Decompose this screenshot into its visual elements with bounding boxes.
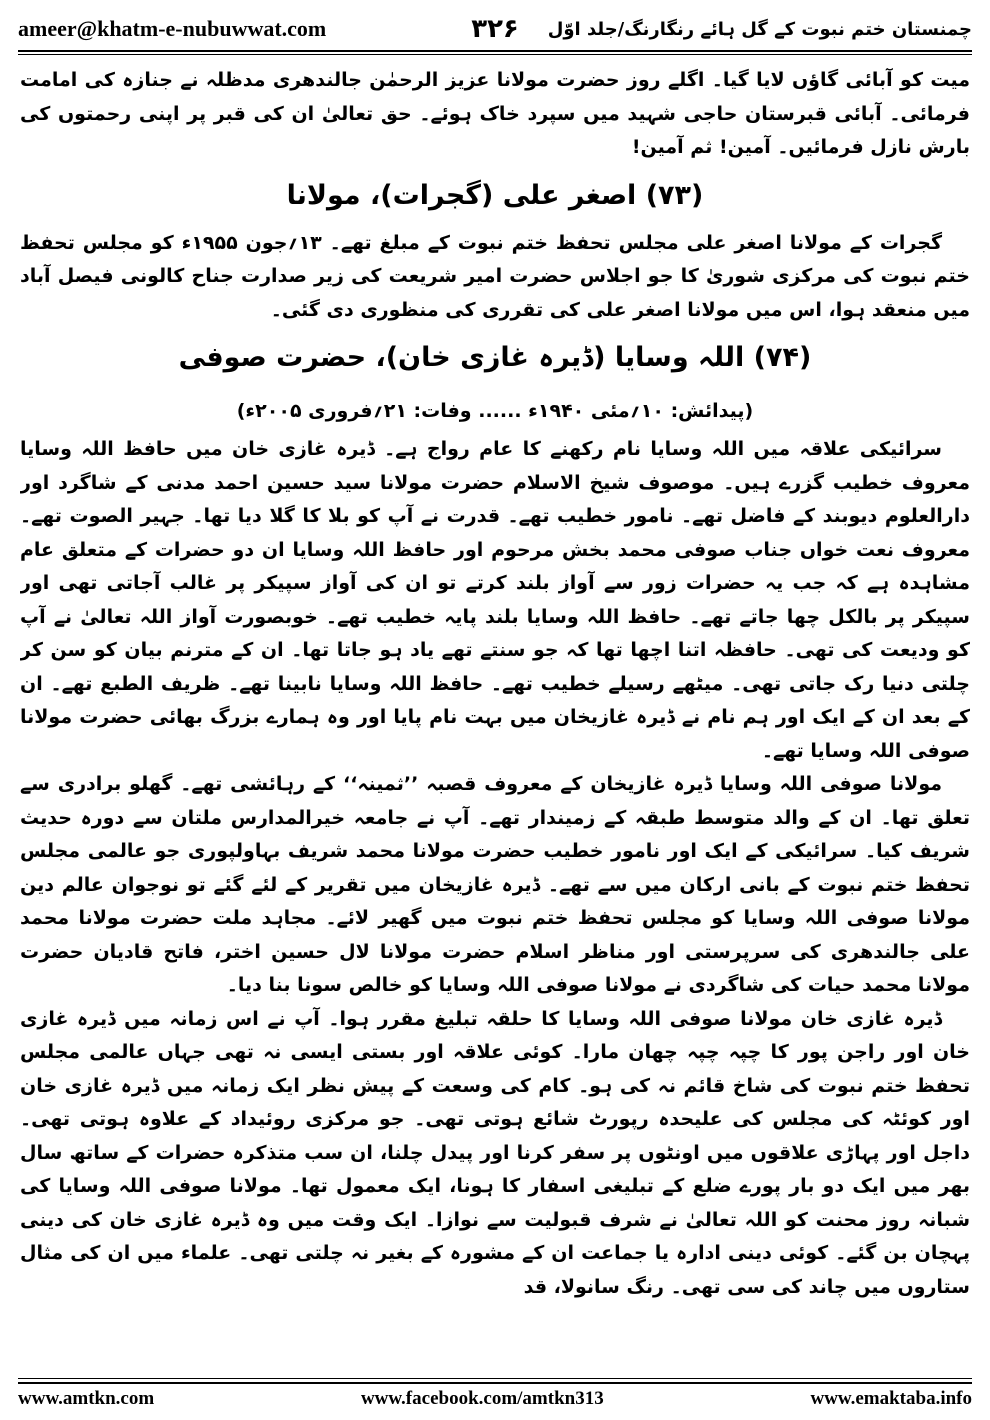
footer-divider [18, 1382, 972, 1384]
header-divider [18, 50, 972, 52]
header-divider-thin [18, 54, 972, 55]
page-header [18, 12, 972, 46]
section-heading-73: (۷۳) اصغر علی (گجرات)، مولانا [286, 179, 704, 211]
footer-link-emaktaba[interactable]: www.emaktaba.info [810, 1388, 972, 1409]
page-number: ۳۲۶ [471, 14, 519, 44]
paragraph-73: گجرات کے مولانا اصغر علی مجلس تحفظ ختم نبوت کے مبلغ تھے۔ ۱۳؍جون ۱۹۵۵ء کو مجلس تحفظ ختم نبوت کی مرکزی شوریٰ کا جو اجلاس حضرت امیر شریعت کی زیر صدارت جناح کالونی فیصل آباد میں منعقد ہوا، اس میں مولانا اصغر علی کی تقرری کی منظوری دی گئی۔ [20, 231, 970, 321]
footer-divider-thin [18, 1378, 972, 1379]
footer-link-facebook[interactable]: www.facebook.com/amtkn313 [360, 1388, 604, 1409]
page-body [20, 64, 970, 1369]
paragraph-74-1: سرائیکی علاقہ میں اللہ وسایا نام رکھنے کا عام رواج ہے۔ ڈیرہ غازی خان میں حافظ اللہ وسایا معروف خطیب گزرے ہیں۔ موصوف شیخ الاسلام حضرت مولانا سید حسین احمد مدنی کے شاگرد اور دارالعلوم دیوبند کے فاضل تھے۔ نامور خطیب تھے۔ قدرت نے آپ کو بلا کا گلا دیا تھا۔ جہیر الصوت تھے۔ معروف نعت خواں جناب صوفی محمد بخش مرحوم اور حافظ اللہ وسایا ان دو حضرات کے متعلق عام مشاہدہ ہے کہ جب یہ حضرات زور سے آواز بلند کرتے تو ان کی آواز سپیکر پر غالب آجاتی تھی اور سپیکر پر بالکل چھا جاتے تھے۔ حافظ اللہ وسایا بلند پایہ خطیب تھے۔ خوبصورت آواز اللہ تعالیٰ نے آپ کو ودیعت کی تھی۔ حافظہ اتنا اچھا تھا کہ جو سنتے تھے یاد ہو جاتا تھا۔ ان کے مترنم بیان کو سن کر چلتی دنیا رک جاتی تھی۔ میٹھے رسیلے خطیب تھے۔ حافظ اللہ وسایا نابینا تھے۔ ظریف الطبع تھے۔ ان کے بعد ان کے ایک اور ہم نام نے ڈیرہ غازیخان میں بہت نام پایا اور وہ ہمارے بزرگ بھائی حضرت مولانا صوفی اللہ وسایا تھے۔ [20, 438, 970, 762]
footer-link-amtkn[interactable]: www.amtkn.com [18, 1388, 155, 1409]
page-footer [18, 1386, 972, 1412]
intro-paragraph: میت کو آبائی گاؤں لایا گیا۔ اگلے روز حضرت مولانا عزیز الرحمٰن جالندھری مدظلہ نے جنازہ کی امامت فرمائی۔ آبائی قبرستان حاجی شہید میں سپرد خاک ہوئے۔ حق تعالیٰ ان کی قبر پر اپنی رحمتوں کی بارش نازل فرمائیں۔ آمین! ثم آمین! [20, 69, 970, 158]
book-title: چمنستان ختم نبوت کے گل ہائے رنگارنگ/جلد اوّل [547, 18, 972, 40]
paragraph-74-2: مولانا صوفی اللہ وسایا ڈیرہ غازیخان کے معروف قصبہ ’’ثمینہ‘‘ کے رہائشی تھے۔ گھلو برادری سے تعلق تھا۔ ان کے والد متوسط طبقہ کے زمیندار تھے۔ آپ نے جامعہ خیرالمدارس ملتان سے دورہ حدیث شریف کیا۔ سرائیکی کے ایک اور نامور خطیب حضرت مولانا محمد شریف بہاولپوری جو عالمی مجلس تحفظ ختم نبوت کے بانی ارکان میں سے تھے۔ ڈیرہ غازیخان میں تقریر کے لئے گئے تو نوجوان عالم دین مولانا صوفی اللہ وسایا کو مجلس تحفظ ختم نبوت میں گھیر لائے۔ مجاہد ملت حضرت مولانا محمد علی جالندھری کی سرپرستی اور مناظر اسلام حضرت مولانا لال حسین اختر، فاتح قادیان حضرت مولانا محمد حیات کی شاگردی نے مولانا صوفی اللہ وسایا کو خالص سونا بنا دیا۔ [20, 773, 970, 996]
section-heading-74: (۷۴) اللہ وسایا (ڈیرہ غازی خان)، حضرت صوفی [178, 342, 812, 373]
life-dates-74: (پیدائش: ۱۰؍مئی ۱۹۴۰ء ...... وفات: ۲۱؍فروری ۲۰۰۵ء) [236, 400, 754, 422]
paragraph-74-3: ڈیرہ غازی خان مولانا صوفی اللہ وسایا کا حلقہ تبلیغ مقرر ہوا۔ آپ نے اس زمانہ میں ڈیرہ غازی خان اور راجن پور کا چپہ چپہ چھان مارا۔ کوئی علاقہ اور بستی ایسی نہ تھی جہاں عالمی مجلس تحفظ ختم نبوت کی شاخ قائم نہ کی ہو۔ کام کی وسعت کے پیش نظر ایک زمانہ میں ڈیرہ غازی خان اور کوئٹہ کی مجلس کی علیحدہ رپورٹ شائع ہوتی تھی۔ جو مرکزی روئیداد کے علاوہ ہوتی تھی۔ داجل اور پہاڑی علاقوں میں اونٹوں پر سفر کرنا اور پیدل چلنا، ان سب متذکرہ حضرات کے ساتھ سال بھر میں ایک دو بار پورے ضلع کے تبلیغی اسفار کا ہونا، ایک معمول تھا۔ مولانا صوفی اللہ وسایا کی شبانہ روز محنت کو اللہ تعالیٰ نے شرف قبولیت سے نوازا۔ ایک وقت میں وہ ڈیرہ غازی خان کی دینی پہچان بن گئے۔ کوئی دینی ادارہ یا جماعت ان کے مشورہ کے بغیر نہ چلتی تھی۔ علماء میں ان کی مثال ستاروں میں چاند کی سی تھی۔ رنگ سانولا، قد [20, 1007, 970, 1298]
header-email[interactable]: ameer@khatm-e-nubuwwat.com [18, 16, 327, 41]
